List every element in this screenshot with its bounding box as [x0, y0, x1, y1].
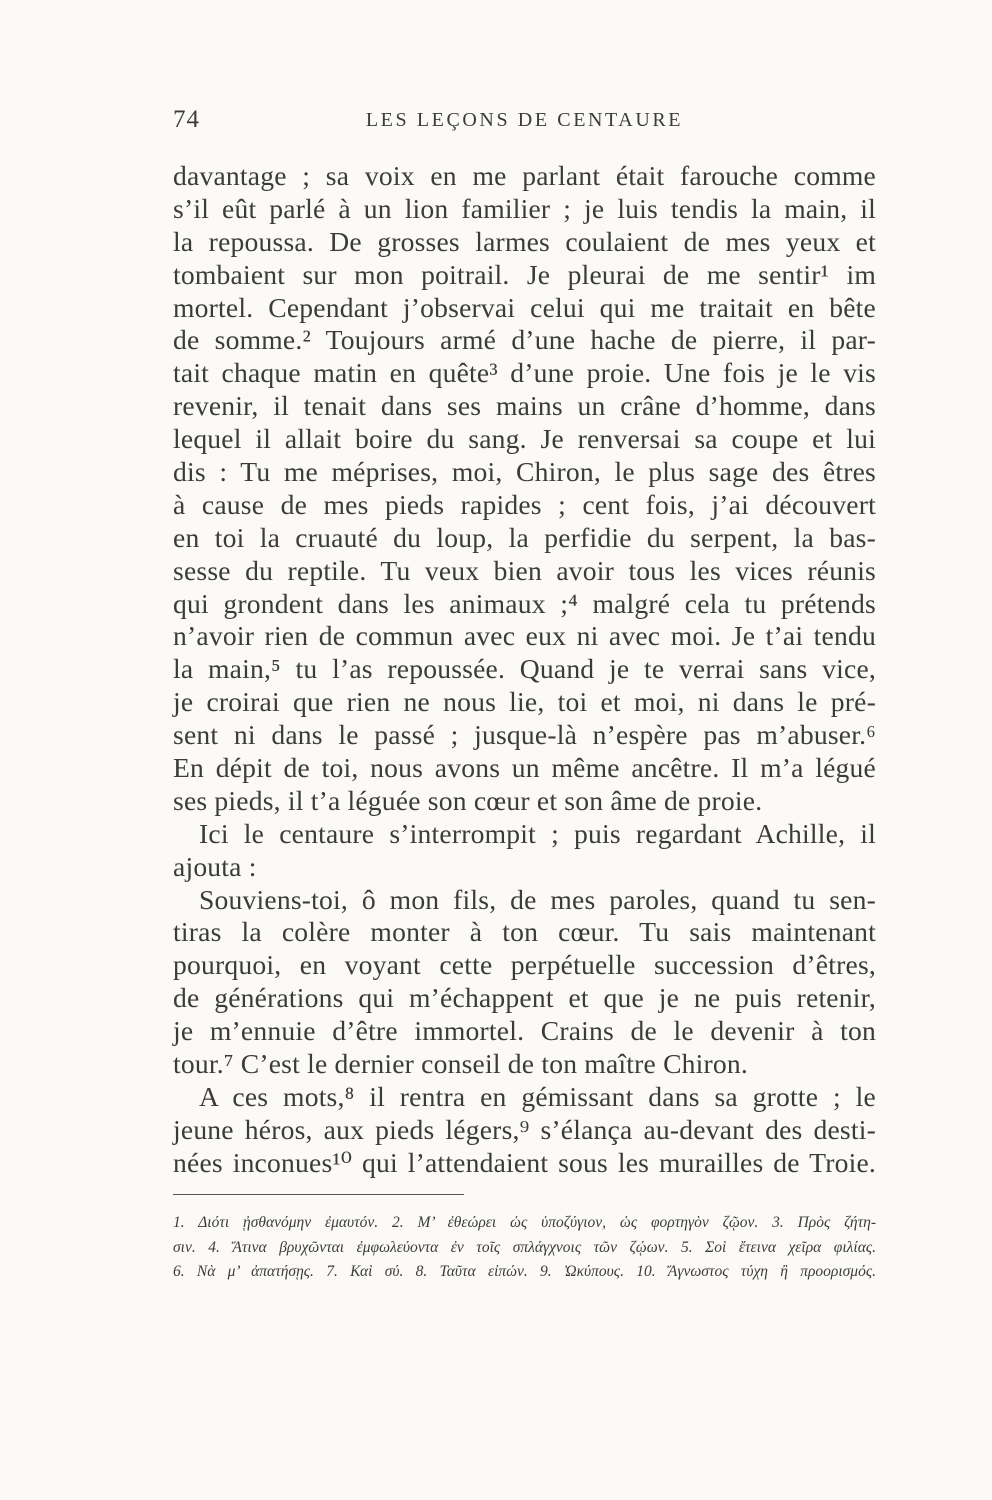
text-line: la repoussa. De grosses larmes coulaient de mes yeux et: [173, 225, 876, 257]
text-line: Ici le centaure s’interrompit ; puis regardant Achille, il: [199, 817, 876, 849]
text-line: mortel. Cependant j’observai celui qui me traitait en bête: [173, 291, 876, 323]
footnotes: [173, 1211, 876, 1285]
page-header: [173, 106, 876, 140]
text-line: sesse du reptile. Tu veux bien avoir tous les vices réunis: [173, 554, 876, 586]
text-line: n’avoir rien de commun avec eux ni avec moi. Je t’ai tendu: [173, 620, 876, 652]
text-line: Souviens-toi, ô mon fils, de mes paroles, quand tu sen-: [199, 883, 876, 915]
text-line: s’il eût parlé à un lion familier ; je luis tendis la main, il: [173, 192, 876, 224]
text-line: ses pieds, il t’a léguée son cœur et son âme de proie.: [173, 784, 763, 816]
text-line: nées inconues¹⁰ qui l’attendaient sous les murailles de Troie.: [173, 1146, 876, 1178]
text-line: tait chaque matin en quête³ d’une proie. Une fois je le vis: [173, 357, 876, 389]
text-line: sent ni dans le passé ; jusque-là n’espère pas m’abuser.⁶: [173, 719, 876, 751]
footnote-divider: [173, 1194, 464, 1195]
text-line: tombaient sur mon poitrail. Je pleurai de me sentir¹ im: [173, 258, 876, 290]
text-line: la main,⁵ tu l’as repoussée. Quand je te verrai sans vice,: [173, 653, 876, 685]
text-line: pourquoi, en voyant cette perpétuelle succession d’êtres,: [173, 949, 876, 981]
text-line: revenir, il tenait dans ses mains un crâne d’homme, dans: [173, 390, 876, 422]
text-line: de somme.² Toujours armé d’une hache de pierre, il par-: [173, 324, 876, 356]
text-line: davantage ; sa voix en me parlant était farouche comme: [173, 160, 876, 191]
text-line: je m’ennuie d’être immortel. Crains de le devenir à ton: [173, 1015, 876, 1047]
page-number: 74: [173, 106, 200, 133]
text-line: lequel il allait boire du sang. Je renversai sa coupe et lui: [173, 423, 876, 455]
text-line: de générations qui m’échappent et que je ne puis retenir,: [173, 982, 876, 1014]
text-line: qui grondent dans les animaux ;⁴ malgré cela tu prétends: [173, 587, 876, 619]
text-line: ajouta :: [173, 850, 257, 882]
running-title: LES LEÇONS DE CENTAURE: [365, 109, 684, 131]
text-line: en toi la cruauté du loup, la perfidie du serpent, la bas-: [173, 521, 876, 553]
footnote-line: 6. Νὰ μ’ ἀπατήσῃς. 7. Καὶ σύ. 8. Ταῦτα εἰπών. 9. Ὠκύπους. 10. Ἄγνωστος τύχη ἢ προορισμός.: [173, 1263, 876, 1280]
text-line: à cause de mes pieds rapides ; cent fois, j’ai découvert: [173, 488, 876, 520]
text-line: En dépit de toi, nous avons un même ancêtre. Il m’a légué: [173, 752, 876, 784]
footnote-line: σιν. 4. Ἅτινα βρυχῶνται ἐμφωλεύοντα ἐν τοῖς σπλάγχνοις τῶν ζῴων. 5. Σοὶ ἔτεινα χεῖρα φιλίας.: [173, 1238, 876, 1256]
text-line: je croirai que rien ne nous lie, toi et moi, ni dans le pré-: [173, 686, 876, 718]
text-line: dis : Tu me méprises, moi, Chiron, le plus sage des êtres: [173, 456, 876, 488]
text-line: tiras la colère monter à ton cœur. Tu sais maintenant: [173, 916, 876, 948]
footnote-line: 1. Διότι ᾐσθανόμην ἐμαυτόν. 2. Μ’ ἐθεώρει ὡς ὑποζύγιον, ὡς φορτηγὸν ζῷον. 3. Πρὸς ζήτη-: [173, 1214, 876, 1231]
text-line: jeune héros, aux pieds légers,⁹ s’élança au-devant des desti-: [173, 1113, 876, 1145]
text-line: tour.⁷ C’est le dernier conseil de ton maître Chiron.: [173, 1048, 749, 1080]
text-line: A ces mots,⁸ il rentra en gémissant dans sa grotte ; le: [199, 1080, 876, 1112]
body-text: [173, 160, 876, 1180]
